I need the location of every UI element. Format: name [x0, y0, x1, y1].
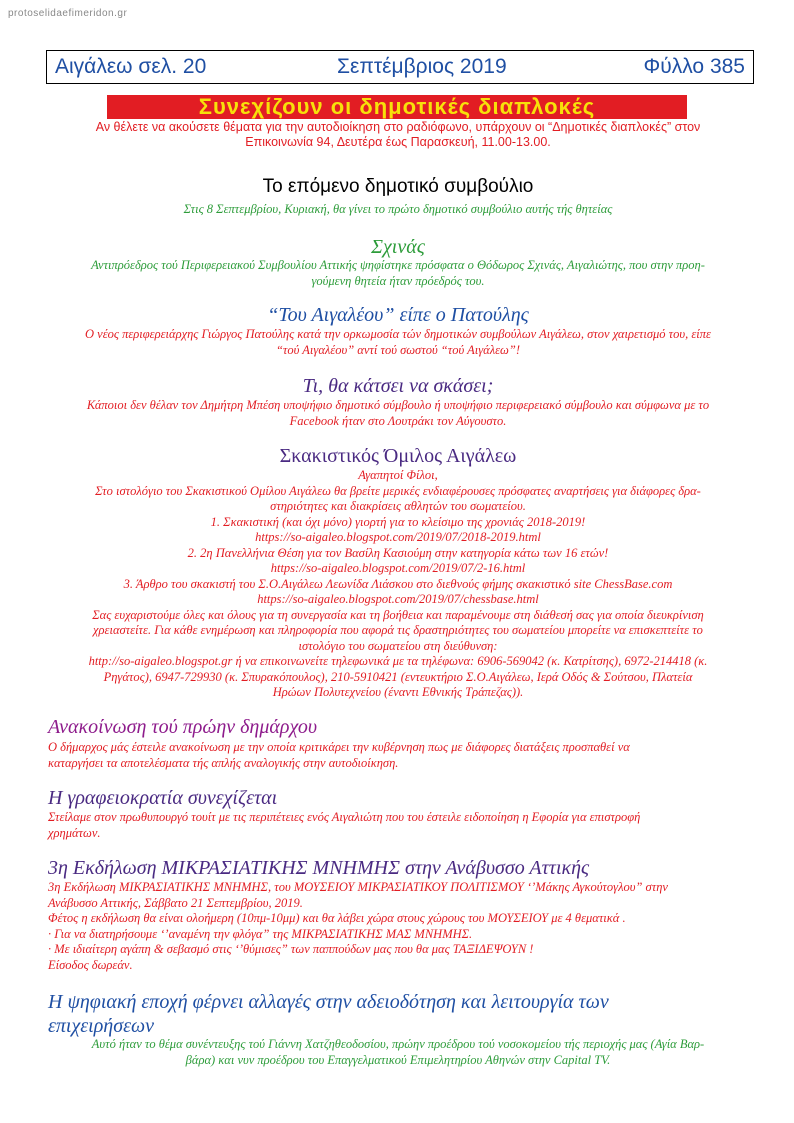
intro-line: Αν θέλετε να ακούσετε θέματα για την αυτοδιοίκηση στο ραδιόφωνο, υπάρχουν οι “Δημοτικές διαπλοκές” στον — [95, 120, 701, 134]
text-line: χρειαστείτε. Για κάθε ενημέρωση και πληροφορία που αφορά τις δραστηριότητες του σωματείου μπορείτε να επισκεπτείτε το — [93, 623, 703, 637]
text-line: Ανάβυσσο Αττικής, Σάββατο 21 Σεπτεμβρίου, 2019. — [48, 895, 303, 910]
intro-line: Επικοινωνία 94, Δευτέρα έως Παρασκευή, 11.00-13.00. — [245, 135, 551, 149]
text-line: Ρηγάτος), 6947-729930 (κ. Σπυρακόπουλος), 210-5910421 (εντευκτήριο Σ.Ο.Αιγάλεω, Ιερά Οδός & Σούτσου, Πλατεία — [103, 669, 693, 684]
schinas-heading: Σχινάς — [371, 236, 425, 258]
header-page-label: Αιγάλεω σελ. 20 — [55, 55, 207, 78]
text-line: γούμενη θητεία ήταν πρόεδρός του. — [311, 273, 485, 288]
bullet-item: · Για να διατηρήσουμε ‘’αναμένη την φλόγα” της ΜΙΚΡΑΣΙΑΤΙΚΗΣ ΜΑΣ ΜΝΗΜΗΣ. — [48, 926, 473, 941]
text-line: “τού Αιγαλέου” αντί τού σωστού “τού Αιγάλεω”! — [275, 342, 520, 357]
text-line: 2. 2η Πανελλήνια Θέση για τον Βασίλη Κασιούμη στην κατηγορία κάτω των 16 ετών! — [187, 545, 609, 560]
header-date: Σεπτέμβριος 2019 — [337, 55, 507, 78]
text-line: Κάποιοι δεν θέλαν τον Δημήτρη Μπέση υποψήφιο δημοτικό σύμβουλο ή υποψήφιο περιφερειακό σύμβουλο και σύμφωνα με το — [86, 398, 710, 412]
digital-heading — [48, 990, 748, 1038]
intro-text — [50, 120, 746, 150]
text-line: Στείλαμε στον πρωθυπουργό τουίτ με τις περιπέτειες ενός Αιγαλιώτη που του έστειλε ειδοποίηση η Εφορία για επιστροφή — [48, 810, 641, 824]
text-line: 3. Άρθρο του σκακιστή του Σ.Ο.Αιγάλεω Λεωνίδα Λιάσκου στο διεθνούς φήμης σκακιστικό site ChessBase.com — [123, 576, 673, 591]
text-line: καταργήσει τα αποτελέσματα τής απλής αναλογικής στην αυτοδιοίκηση. — [48, 755, 399, 770]
text-line: http://so-aigaleo.blogspot.gr ή να επικοινωνείτε τηλεφωνικά με τα τηλέφωνα: 6906-569042 (κ. Κατρίτσης), 6972-214418 (κ. — [88, 654, 708, 668]
memory-heading: 3η Εκδήλωση ΜΙΚΡΑΣΙΑΤΙΚΗΣ ΜΝΗΜΗΣ στην Ανάβυσσο Αττικής — [48, 857, 590, 879]
text-line: Είσοδος δωρεάν. — [48, 957, 133, 972]
burst-text — [48, 398, 748, 429]
council-text: Στις 8 Σεπτεμβρίου, Κυριακή, θα γίνει το πρώτο δημοτικό συμβούλιο αυτής τής θητείας — [183, 202, 613, 216]
text-line: Ηρώων Πολυτεχνείου (έναντι Εθνικής Τράπεζας)). — [272, 685, 524, 699]
heading-line: επιχειρήσεων — [48, 1015, 154, 1037]
patoulis-heading: “Του Αιγαλέου” είπε ο Πατούλης — [267, 304, 529, 326]
bullet-item: · Με ιδιαίτερη αγάπη & σεβασμό στις ‘’θύμισες” των παππούδων μας που θα μας ΤΑΞΙΔΕΨΟΥΝ ! — [48, 942, 534, 956]
text-line: Στο ιστολόγιο του Σκακιστικού Ομίλου Αιγάλεω θα βρείτε μερικές ενδιαφέρουσες πρόσφατες αναρτήσεις για διάφορες δρα- — [95, 483, 701, 498]
text-line: Facebook ήταν στο Λουτράκι τον Αύγουστο. — [289, 413, 507, 428]
text-line: βάρα) και νυν προέδρου του Επαγγελματικού Επιμελητηρίου Αθηνών στην Capital TV. — [185, 1052, 611, 1067]
council-heading: Το επόμενο δημοτικό συμβούλιο — [262, 176, 534, 197]
site-watermark: protoselidaefimeridon.gr — [8, 8, 128, 19]
header-issue: Φύλλο 385 — [643, 55, 745, 78]
patoulis-text — [48, 327, 748, 358]
schinas-text — [48, 258, 748, 289]
mayor-heading: Ανακοίνωση τού πρώην δημάρχου — [48, 716, 318, 738]
text-line: χρημάτων. — [48, 825, 101, 840]
chess-heading: Σκακιστικός Όμιλος Αιγάλεω — [279, 445, 517, 467]
memory-text — [48, 880, 748, 973]
bureaucracy-heading: Η γραφειοκρατία συνεχίζεται — [48, 787, 278, 809]
digital-text — [48, 1037, 748, 1068]
heading-line: Η ψηφιακή εποχή φέρνει αλλαγές στην αδειοδότηση και λειτουργία των — [48, 991, 609, 1013]
blog-link[interactable]: https://so-aigaleo.blogspot.com/2019/07/chessbase.html — [257, 592, 539, 606]
page-header — [46, 50, 754, 84]
column-banner: Συνεχίζουν οι δημοτικές διαπλοκές — [107, 95, 687, 119]
text-line: Ο δήμαρχος μάς έστειλε ανακοίνωση με την οποία κριτικάρει την κυβέρνηση πως με διάφορες διατάξεις προσπαθεί να — [48, 740, 630, 754]
blog-link[interactable]: https://so-aigaleo.blogspot.com/2019/07/2-16.html — [270, 561, 526, 575]
text-line: 3η Εκδήλωση ΜΙΚΡΑΣΙΑΤΙΚΗΣ ΜΝΗΜΗΣ, του ΜΟΥΣΕΙΟΥ ΜΙΚΡΑΣΙΑΤΙΚΟΥ ΠΟΛΙΤΙΣΜΟΥ ‘’Μάκης Αγκούτογλου” στην — [48, 880, 668, 894]
text-line: Αγαπητοί Φίλοι, — [358, 468, 438, 482]
text-line: στηριότητες και διακρίσεις αθλητών του σωματείου. — [270, 499, 526, 513]
text-line: ιστολόγιο του σωματείου στη διεύθυνση: — [298, 638, 498, 653]
text-line: Σας ευχαριστούμε όλες και όλους για τη συνεργασία και τη βοήθεια και παραμένουμε στη διάθεσή σας για οποία διευκρίνιση — [92, 607, 704, 622]
text-line: 1. Σκακιστική (και όχι μόνο) γιορτή για το κλείσιμο της χρονιάς 2018-2019! — [210, 514, 586, 529]
text-line: Αυτό ήταν το θέμα συνέντευξης τού Γιάννη Χατζηθεοδοσίου, πρώην προέδρου τού νοσοκομείου τής περιοχής μας (Αγία Βαρ- — [91, 1037, 705, 1051]
burst-heading: Τι, θα κάτσει να σκάσει; — [302, 375, 494, 397]
bureaucracy-text — [48, 810, 748, 841]
chess-text — [48, 468, 748, 701]
mayor-text — [48, 740, 748, 771]
text-line: Αντιπρόεδρος τού Περιφερειακού Συμβουλίου Αττικής ψηφίστηκε πρόσφατα ο Θόδωρος Σχινάς, Αιγαλιώτης, που στην προη- — [91, 258, 705, 272]
text-line: Φέτος η εκδήλωση θα είναι ολοήμερη (10πμ-10μμ) και θα λάβει χώρα στους χώρους του ΜΟΥΣΕΙΟΥ με 4 θεματικά . — [48, 911, 626, 925]
text-line: Ο νέος περιφερειάρχης Γιώργος Πατούλης κατά την ορκωμοσία τών δημοτικών συμβούλων Αιγάλεω, στον χαιρετισμό του, είπε — [85, 327, 711, 341]
blog-link[interactable]: https://so-aigaleo.blogspot.com/2019/07/2018-2019.html — [255, 530, 541, 544]
